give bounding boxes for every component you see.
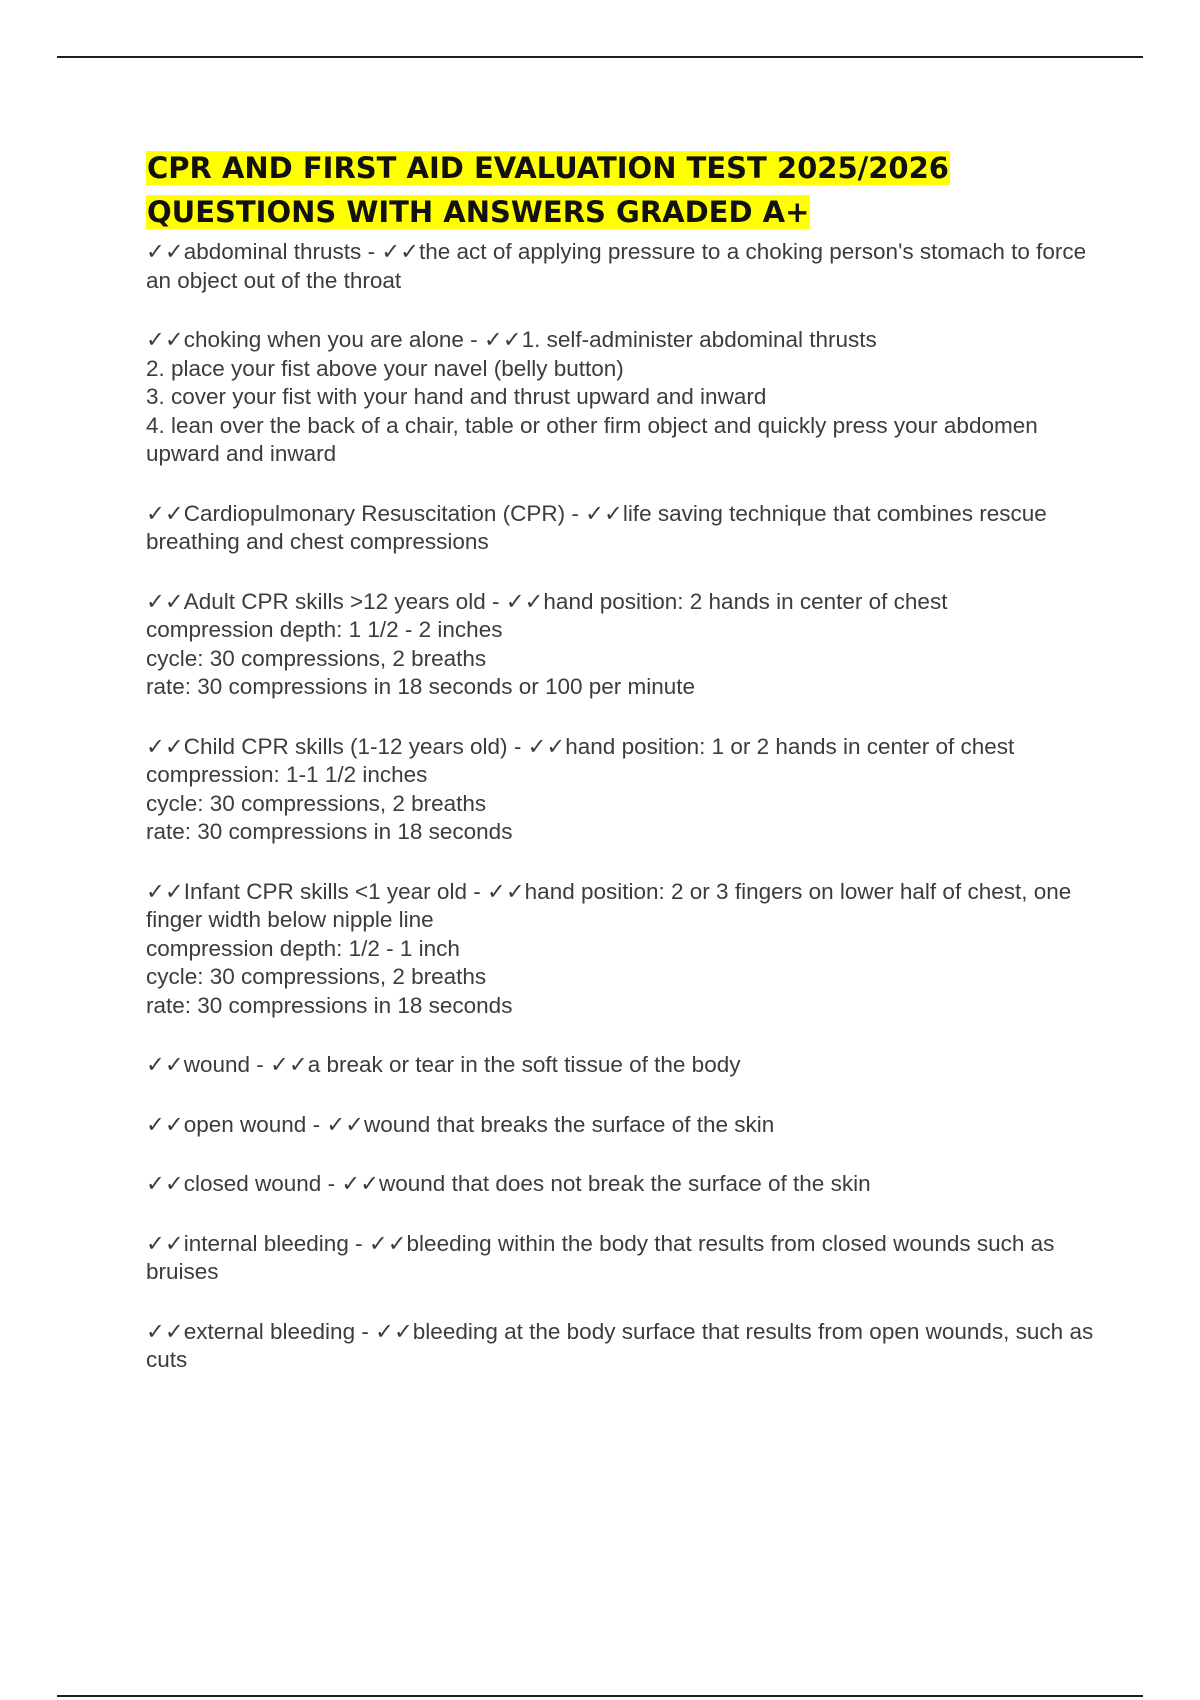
qa-term: ✓✓abdominal thrusts — [146, 239, 362, 264]
qa-term: ✓✓internal bleeding — [146, 1230, 349, 1256]
footer-rule — [57, 1695, 1143, 1697]
qa-definition: ✓✓a break or tear in the soft tissue of the body — [270, 1052, 741, 1077]
qa-term: ✓✓Cardiopulmonary Resuscitation (CPR) — [146, 500, 566, 526]
qa-entry: ✓✓internal bleeding - ✓✓bleeding within the body that results from closed wounds such as bruises — [146, 1230, 1055, 1284]
qa-definition: ✓✓bleeding within the body that results from closed wounds such as bruises — [146, 1230, 1055, 1284]
qa-term: ✓✓wound — [146, 1052, 251, 1077]
qa-entry: ✓✓choking when you are alone - ✓✓1. self-administer abdominal thrusts 2. place your fist above your navel (belly button) 3. cover your fist with your hand and thrust upward and inward 4. lean over the back of a chair, table or other firm object and quickly press your abdomen upward and inward — [146, 327, 1038, 466]
qa-definition: ✓✓bleeding at the body surface that results from open wounds, such as cuts — [146, 1318, 1094, 1372]
qa-entry: ✓✓external bleeding - ✓✓bleeding at the body surface that results from open wounds, such as cuts — [146, 1318, 1094, 1372]
qa-entry: ✓✓open wound - ✓✓wound that breaks the surface of the skin — [146, 1111, 775, 1137]
qa-entry: ✓✓Child CPR skills (1-12 years old) - ✓✓hand position: 1 or 2 hands in center of chest compression: 1-1 1/2 inches cycle: 30 compressions, 2 breaths rate: 30 compressions in 18 seconds — [146, 733, 1015, 844]
qa-term: ✓✓choking when you are alone — [146, 327, 464, 352]
qa-definition: ✓✓hand position: 1 or 2 hands in center of chest compression: 1-1 1/2 inches cycle: 30 compressions, 2 breaths rate: 30 compressions in 18 seconds — [146, 733, 1015, 844]
qa-term: ✓✓closed wound — [146, 1171, 322, 1196]
document-title — [146, 146, 1106, 234]
qa-term: ✓✓external bleeding — [146, 1318, 356, 1344]
qa-definition: ✓✓life saving technique that combines rescue breathing and chest compressions — [146, 500, 1047, 554]
qa-definition: ✓✓the act of applying pressure to a choking person's stomach to force an object out of the throat — [146, 239, 1087, 293]
qa-definition: ✓✓hand position: 2 hands in center of chest compression depth: 1 1/2 - 2 inches cycle: 30 compressions, 2 breaths rate: 30 compressions in 18 seconds or 100 per minute — [146, 588, 948, 699]
document-title-line-2: QUESTIONS WITH ANSWERS GRADED A+ — [147, 195, 810, 229]
qa-entry: ✓✓Adult CPR skills >12 years old - ✓✓hand position: 2 hands in center of chest compression depth: 1 1/2 - 2 inches cycle: 30 compressions, 2 breaths rate: 30 compressions in 18 seconds or 100 per minute — [146, 588, 948, 699]
qa-definition: ✓✓1. self-administer abdominal thrusts 2. place your fist above your navel (belly button) 3. cover your fist with your hand and thrust upward and inward 4. lean over the back of a chair, table or other firm object and quickly press your abdomen upward and inward — [146, 327, 1038, 466]
qa-term: ✓✓open wound — [146, 1111, 307, 1137]
qa-entry: ✓✓abdominal thrusts - ✓✓the act of applying pressure to a choking person's stomach to force an object out of the throat — [146, 239, 1087, 293]
document-body — [146, 146, 1106, 1406]
qa-term: ✓✓Adult CPR skills >12 years old — [146, 588, 486, 614]
header-rule — [57, 56, 1143, 58]
qa-term: ✓✓Infant CPR skills <1 year old — [146, 878, 467, 904]
qa-definition: ✓✓wound that breaks the surface of the skin — [326, 1111, 775, 1137]
qa-entry: ✓✓wound - ✓✓a break or tear in the soft tissue of the body — [146, 1052, 741, 1077]
qa-term: ✓✓Child CPR skills (1-12 years old) — [146, 733, 508, 759]
qa-entry: ✓✓Infant CPR skills <1 year old - ✓✓hand position: 2 or 3 fingers on lower half of chest, one finger width below nipple line compression depth: 1/2 - 1 inch cycle: 30 compressions, 2 breaths rate: 30 compressions in 18 seconds — [146, 878, 1072, 1018]
qa-entry: ✓✓closed wound - ✓✓wound that does not break the surface of the skin — [146, 1171, 871, 1196]
qa-entry: ✓✓Cardiopulmonary Resuscitation (CPR) - ✓✓life saving technique that combines rescue breathing and chest compressions — [146, 500, 1047, 554]
document-title-line-1: CPR AND FIRST AID EVALUATION TEST 2025/2026 — [147, 151, 949, 185]
qa-definition: ✓✓wound that does not break the surface of the skin — [341, 1171, 871, 1196]
qa-definition: ✓✓hand position: 2 or 3 fingers on lower half of chest, one finger width below nipple line compression depth: 1/2 - 1 inch cycle: 30 compressions, 2 breaths rate: 30 compressions in 18 seconds — [146, 878, 1072, 1018]
